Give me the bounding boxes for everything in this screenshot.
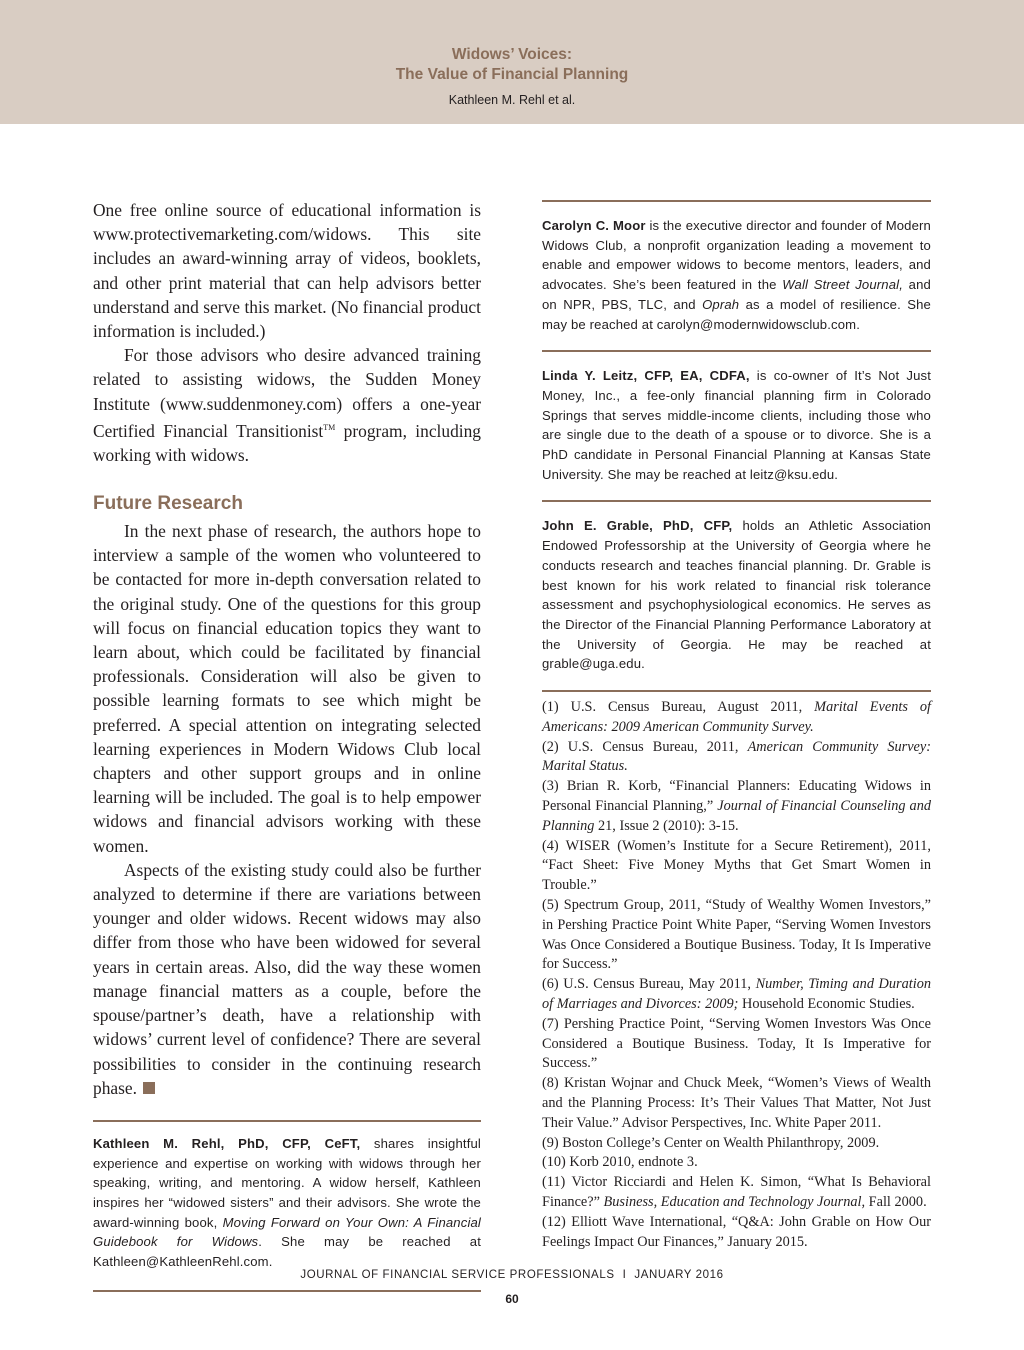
- body-paragraph-2: [93, 343, 481, 467]
- bio-name: John E. Grable, PhD, CFP,: [542, 518, 733, 534]
- endnote-title: Number, Timing and Duration of Marriages and Divorces: 2009;: [542, 976, 931, 1013]
- author-bio-rehl: [93, 1134, 481, 1272]
- endnote-text: 21, Issue 2 (2010): 3-15.: [594, 817, 739, 834]
- bio-publication: Wall Street Journal,: [782, 277, 904, 293]
- section-heading-future-research: Future Research: [93, 493, 243, 515]
- bio-divider: [542, 200, 931, 202]
- endnote-title: Journal of Financial Counseling and Planning: [542, 798, 932, 834]
- header-title-line2: The Value of Financial Planning: [395, 66, 629, 83]
- bio-name: Linda Y. Leitz, CFP, EA, CDFA,: [542, 368, 750, 384]
- trademark-symbol: TM: [323, 422, 336, 432]
- endnote: [542, 1213, 931, 1253]
- journal-name: JOURNAL OF FINANCIAL SERVICE PROFESSIONALS: [300, 1269, 615, 1281]
- paragraph-2-text: For those advisors who desire advanced training related to assisting widows, the Sudden Money Institute (www.suddenmoney.com) offers a one-year Certified Financial Transitionist: [93, 345, 481, 441]
- bio-text: is co-owner of It’s Not Just Money, Inc., a fee-only financial planning firm in Colorado Springs that serves middle-income clients, including those who are single due to the death of a spouse or to divorce. She is a PhD candidate in Personal Financial Planning at Kansas State University. She may be reached at leitz@ksu.edu.: [542, 368, 931, 482]
- endnote: [542, 698, 931, 738]
- bio-text: and on NPR, PBS, TLC, and: [542, 277, 931, 312]
- header-title-line1: Widows’ Voices:: [451, 46, 573, 63]
- bio-text: shares insightful experience and expertise on working with widows through her speaking, writing, and mentoring. A widow herself, Kathleen inspires her “widowed sisters” and their advisors. She wrote the award-winning book,: [93, 1135, 481, 1230]
- end-of-article-icon: [143, 1082, 155, 1094]
- footer-journal-line: [0, 1269, 1024, 1281]
- endnote: [542, 1134, 931, 1154]
- endnote-text: (8) Kristan Wojnar and Chuck Meek, “Women’s Views of Wealth and the Planning Process: It’s Their Values That Matter, Not Just Their Value.” Advisor Perspectives, Inc. White Paper 2011.: [542, 1075, 931, 1131]
- paragraph-4-text: Aspects of the existing study could also be further analyzed to determine if there are variations between younger and older widows. Recent widows may also differ from those who have been widowed for several years in certain areas. Also, did the way these women manage financial matters as a couple, before the spouse/partner’s death, have a relationship with widows’ current level of confidence? There are several possibilities to consider in the continuing research phase.: [93, 859, 481, 1098]
- endnote-text: (4) WISER (Women’s Institute for a Secure Retirement), 2011, “Fact Sheet: Five Money Myths that Get Smart Women in Trouble.”: [542, 837, 931, 894]
- author-bio-moor: [542, 216, 931, 334]
- endnote-text: (9) Boston College’s Center on Wealth Philanthropy, 2009.: [542, 1134, 880, 1151]
- running-header: [0, 0, 1024, 124]
- endnote-text: Fall 2000.: [865, 1193, 927, 1210]
- bio-book-title: Moving Forward on Your Own: A Financial Guidebook for Widows: [93, 1214, 481, 1250]
- endnote-title: Business, Education and Technology Journal,: [603, 1193, 866, 1210]
- endnote-title: American Community Survey: Marital Status.: [542, 738, 931, 775]
- endnote: [542, 1015, 931, 1074]
- body-paragraph-1: One free online source of educational information is www.protectivemarketing.com/widows. This site includes an award-winning array of videos, booklets, and other print material that can help advisors better understand and serve this market. (No financial product information is included.): [93, 200, 481, 342]
- header-author: Kathleen M. Rehl et al.: [448, 93, 576, 107]
- endnote-text: (7) Pershing Practice Point, “Serving Women Investors Was Once Considered a Boutique Business. Today, It Is Imperative for Success.”: [542, 1015, 931, 1072]
- bio-text: as a model of resilience. She may be reached at carolyn@modernwidowsclub.com.: [542, 296, 931, 332]
- endnote: [542, 975, 931, 1015]
- right-column: [542, 200, 931, 1252]
- bio-divider: [542, 350, 931, 352]
- bio-name: Kathleen M. Rehl, PhD, CFP, CeFT,: [93, 1135, 361, 1151]
- bio-name: Carolyn C. Moor: [542, 218, 646, 233]
- author-bio-leitz: [542, 366, 931, 484]
- bio-text: holds an Athletic Association Endowed Professorship at the University of Georgia where he conducts research and teaches financial planning. Dr. Grable is best known for his work related to financial risk tolerance assessment and psychophysiological economics. He serves as the Director of the Financial Planning Performance Laboratory at the University of Georgia. He may be reached at grable@uga.edu.: [542, 518, 931, 672]
- page-number: 60: [505, 1292, 519, 1306]
- endnote: [542, 738, 931, 778]
- author-bio-grable: [542, 516, 931, 674]
- endnote: [542, 1173, 931, 1213]
- endnote: [542, 1074, 931, 1133]
- body-paragraph-4: [93, 858, 481, 1100]
- bio-divider: [93, 1120, 481, 1122]
- endnote-text: (12) Elliott Wave International, “Q&A: John Grable on How Our Feelings Impact Our Finances,” January 2015.: [542, 1213, 931, 1250]
- bio-publication: Oprah: [702, 296, 740, 312]
- endnote: [542, 896, 931, 975]
- endnote: [542, 1153, 931, 1173]
- paragraph-2-text-end: program, including working with widows.: [93, 420, 481, 465]
- endnote: [542, 777, 931, 836]
- endnotes: [542, 690, 931, 1252]
- endnote-text: (6) U.S. Census Bureau, May 2011,: [542, 976, 756, 993]
- endnote-text: (3) Brian R. Korb, “Financial Planners: Educating Widows in Personal Financial Planning,”: [542, 778, 931, 815]
- body-paragraph-3: In the next phase of research, the authors hope to interview a sample of the women who volunteered to be contacted for more in-depth conversation related to the original study. One of the questions for this group will focus on financial education topics they want to learn about, which could be facilitated by financial professionals. Consideration will also be given to possible learning formats to see which might be preferred. A special attention on integrating selected learning experiences in Modern Widows Club local chapters and other support groups and in online learning will be included. The goal is to help empower widows and financial advisors working with these women.: [93, 521, 481, 856]
- endnote-text: (10) Korb 2010, endnote 3.: [542, 1154, 698, 1171]
- endnote-title: Marital Events of Americans: 2009 American Community Survey.: [542, 699, 931, 735]
- bio-text-end: . She may be reached at Kathleen@KathleenRehl.com.: [93, 1234, 481, 1270]
- bio-text: is the executive director and founder of Modern Widows Club, a nonprofit organization leading a movement to enable and empower widows to become mentors, leaders, and advocates. She’s been featured in the: [542, 218, 931, 293]
- endnote-text: (11) Victor Ricciardi and Helen K. Simon, “What Is Behavioral Finance?”: [542, 1174, 931, 1210]
- footer-separator: I: [622, 1269, 627, 1281]
- issue-date: JANUARY 2016: [634, 1269, 724, 1281]
- endnote-text: (1) U.S. Census Bureau, August 2011,: [542, 699, 815, 716]
- endnote: [542, 837, 931, 896]
- endnote-text: (2) U.S. Census Bureau, 2011,: [542, 738, 748, 755]
- endnote-text: Household Economic Studies.: [738, 996, 915, 1013]
- bio-divider: [542, 500, 931, 502]
- endnote-text: (5) Spectrum Group, 2011, “Study of Wealthy Women Investors,” in Pershing Practice Point White Paper, “Serving Women Investors Was Once Considered a Boutique Business. Today, It Is Imperative for Success.”: [542, 897, 931, 973]
- left-column: [93, 198, 481, 1292]
